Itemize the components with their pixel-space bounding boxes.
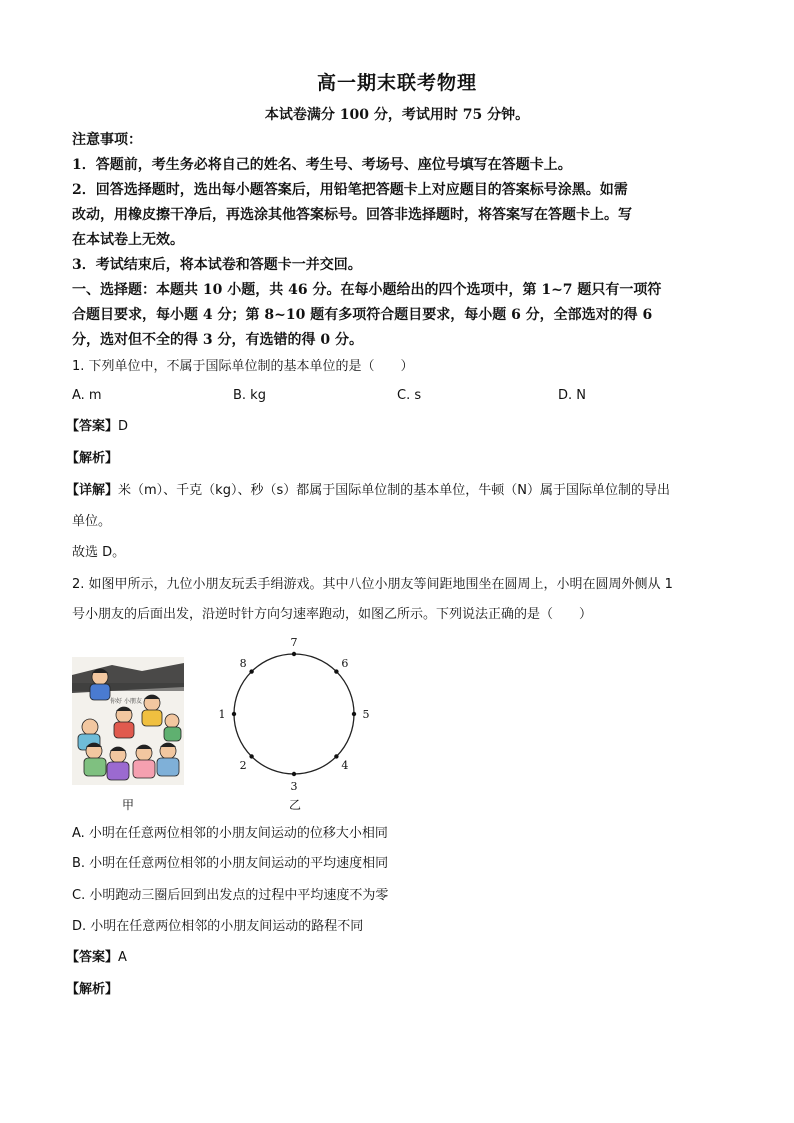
children-illustration (72, 657, 184, 785)
q1-analysis (66, 448, 118, 470)
q1-detail (66, 480, 670, 502)
circle-point-4 (334, 754, 338, 758)
circle-point-2 (249, 754, 253, 758)
section-line-3: 分，选对但不全的得 3 分，有选错的得 0 分。 (72, 332, 363, 348)
q1-stem: 1. 下列单位中，不属于国际单位制的基本单位的是（ ） (72, 359, 414, 374)
q1-detail-cont: 单位。 (72, 514, 112, 529)
circle-point-3 (292, 772, 296, 776)
section-line-1: 一、选择题：本题共 10 小题，共 46 分。在每小题给出的四个选项中，第 1~7 题只有一项符 (72, 282, 662, 298)
q1-conclusion: 故选 D。 (72, 545, 126, 560)
circle-label-1: 1 (218, 708, 226, 721)
exam-info: 本试卷满分 100 分，考试用时 75 分钟。 (264, 107, 530, 123)
note-line-4: 在本试卷上无效。 (72, 232, 184, 248)
q1-option-d: D. N (558, 388, 586, 403)
figure-jia-caption: 甲 (122, 798, 135, 812)
q1-option-c: C. s (397, 388, 422, 403)
notes-heading: 注意事项： (72, 132, 142, 148)
circle-point-8 (249, 669, 253, 673)
note-line-2: 2．回答选择题时，选出每小题答案后，用铅笔把答题卡上对应题目的答案标号涂黑。如需 (72, 182, 628, 198)
circle-label-6: 6 (341, 657, 349, 671)
q2-option-d: D. 小明在任意两位相邻的小朋友间运动的路程不同 (72, 919, 364, 934)
page-title: 高一期末联考物理 (316, 72, 477, 94)
analysis-tag: 【解析】 (66, 982, 119, 997)
illustration-caption: 你好 小朋友 (110, 698, 142, 705)
circle-point-7 (292, 652, 296, 656)
circle-label-7: 7 (290, 636, 298, 649)
q2-option-b: B. 小明在任意两位相邻的小朋友间运动的平均速度相同 (72, 856, 389, 871)
detail-text: 米（m）、千克（kg）、秒（s）都属于国际单位制的基本单位，牛顿（N）属于国际单位制的导出 (118, 483, 670, 498)
figure-yi-caption: 乙 (289, 798, 302, 812)
circle-label-8: 8 (239, 657, 247, 671)
q2-option-c: C. 小明跑动三圈后回到出发点的过程中平均速度不为零 (72, 888, 389, 903)
q2-analysis (66, 979, 118, 1001)
circle-point-1 (232, 712, 236, 716)
analysis-tag: 【解析】 (66, 451, 119, 466)
answer-tag: 【答案】 (66, 419, 119, 434)
detail-tag: 【详解】 (66, 483, 119, 498)
answer-value: A (118, 950, 127, 965)
q1-answer (66, 416, 128, 438)
circle-point-5 (352, 712, 356, 716)
q2-option-a: A. 小明在任意两位相邻的小朋友间运动的位移大小相同 (72, 826, 388, 841)
answer-value: D (118, 419, 129, 434)
note-line-1: 1．答题前，考生务必将自己的姓名、考生号、考场号、座位号填写在答题卡上。 (72, 157, 572, 173)
circle-point-6 (334, 669, 338, 673)
q2-stem-2: 号小朋友的后面出发，沿逆时针方向匀速率跑动，如图乙所示。下列说法正确的是（ ） (72, 607, 593, 622)
circle-label-5: 5 (362, 708, 370, 721)
q2-stem-1: 2. 如图甲所示，九位小朋友玩丢手绢游戏。其中八位小朋友等间距地围坐在圆周上，小明在圆周外侧从 1 (72, 577, 673, 592)
circle-label-3: 3 (290, 780, 298, 793)
note-line-5: 3．考试结束后，将本试卷和答题卡一并交回。 (72, 257, 362, 273)
q1-option-a: A. m (72, 388, 102, 403)
circle-diagram (210, 630, 380, 800)
q1-option-b: B. kg (233, 388, 266, 403)
answer-tag: 【答案】 (66, 950, 119, 965)
circle-label-2: 2 (239, 758, 247, 772)
note-line-3: 改动，用橡皮擦干净后，再选涂其他答案标号。回答非选择题时，将答案写在答题卡上。写 (72, 207, 632, 223)
circle-label-4: 4 (341, 758, 349, 772)
section-line-2: 合题目要求，每小题 4 分；第 8~10 题有多项符合题目要求，每小题 6 分，全部选对的得 6 (72, 307, 653, 323)
q2-answer (66, 947, 127, 969)
